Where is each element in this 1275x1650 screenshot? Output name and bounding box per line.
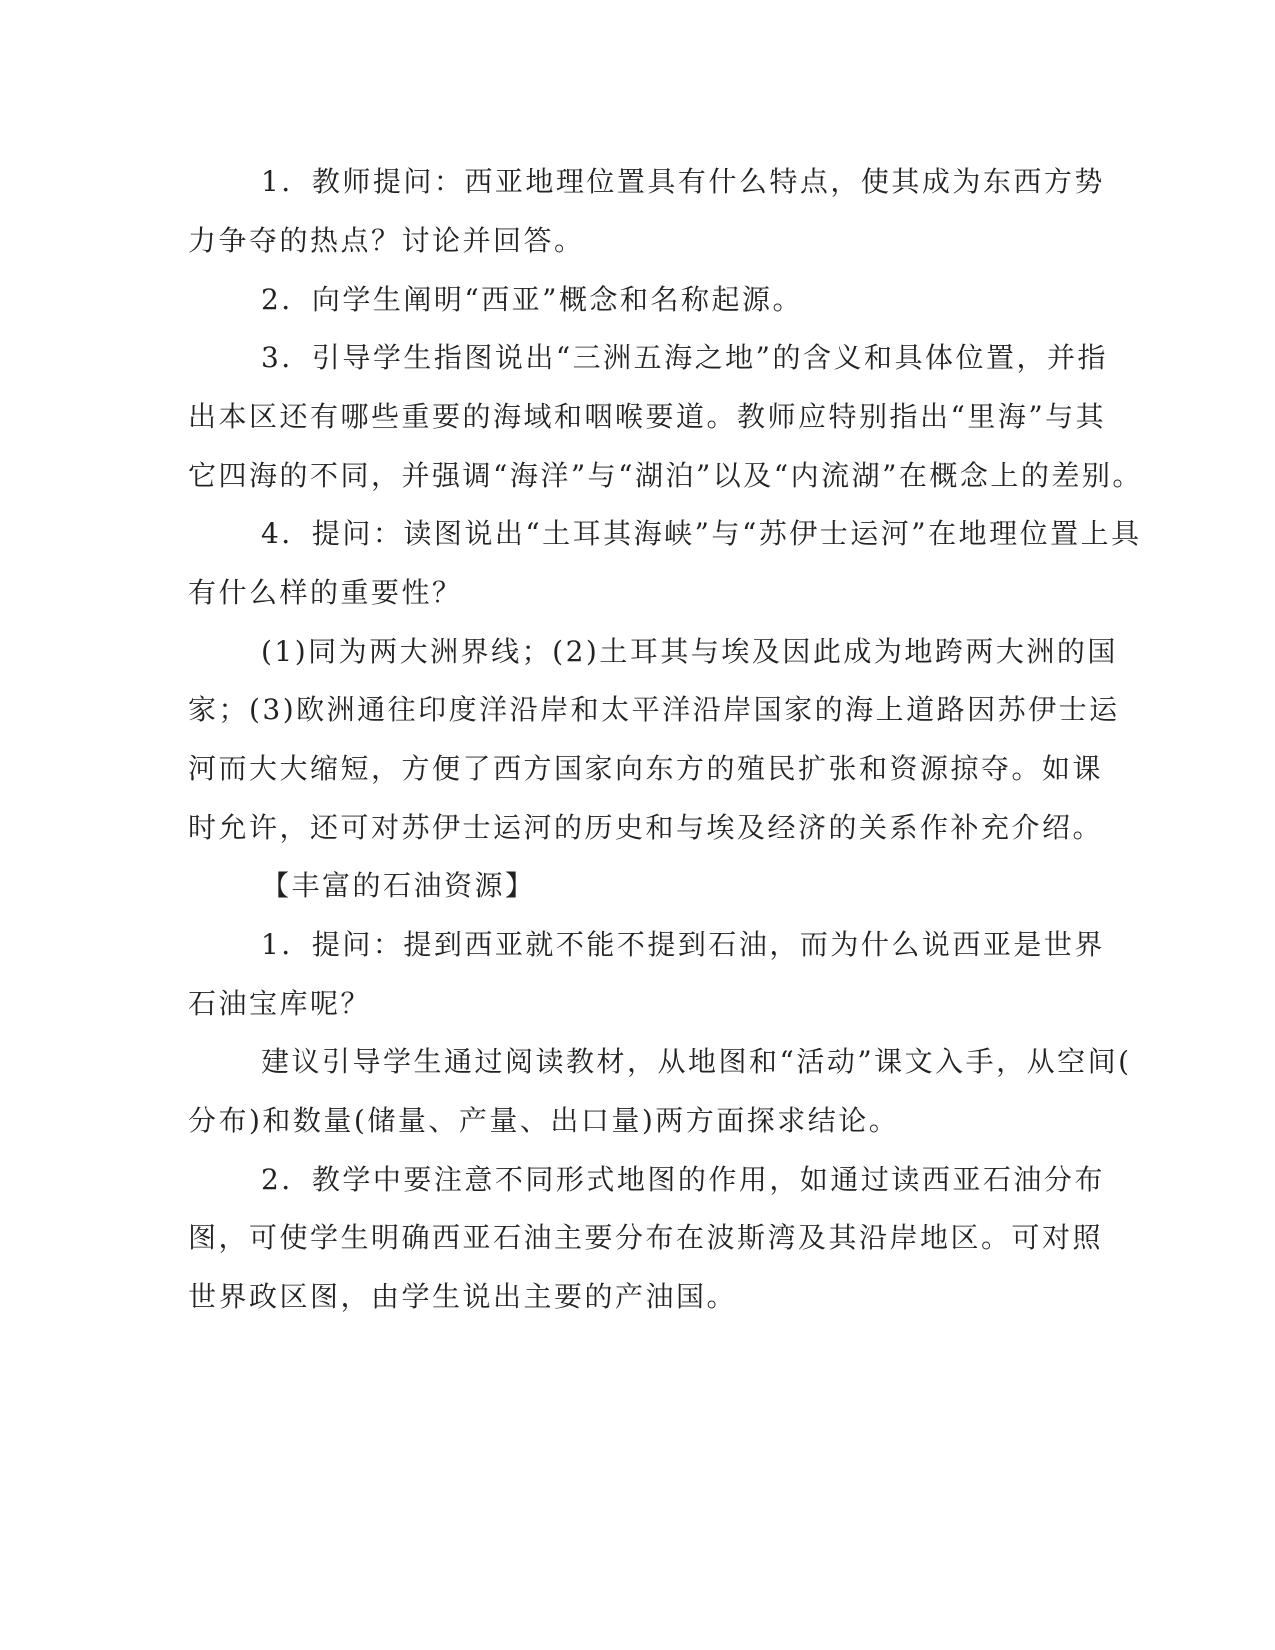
text-line-3: 2．向学生阐明“西亚”概念和名称起源。 bbox=[261, 283, 803, 316]
text-line-5: 出本区还有哪些重要的海域和咽喉要道。教师应特别指出“里海”与其 bbox=[188, 400, 1107, 433]
text-line-15: 石油宝库呢？ bbox=[188, 987, 372, 1020]
text-line-6: 它四海的不同，并强调“海洋”与“湖泊”以及“内流湖”在概念上的差别。 bbox=[188, 459, 1143, 492]
text-line-1: 1．教师提问：西亚地理位置具有什么特点，使其成为东西方势 bbox=[261, 165, 1105, 198]
text-line-10: 家；(3)欧洲通往印度洋沿岸和太平洋沿岸国家的海上道路因苏伊士运 bbox=[188, 693, 1120, 726]
text-line-4: 3．引导学生指图说出“三洲五海之地”的含义和具体位置，并指 bbox=[261, 341, 1108, 374]
text-line-12: 时允许，还可对苏伊士运河的历史和与埃及经济的关系作补充介绍。 bbox=[188, 811, 1104, 844]
text-line-18: 2．教学中要注意不同形式地图的作用，如通过读西亚石油分布 bbox=[261, 1163, 1105, 1196]
text-line-19: 图，可使学生明确西亚石油主要分布在波斯湾及其沿岸地区。可对照 bbox=[188, 1221, 1104, 1254]
text-line-9: (1)同为两大洲界线；(2)土耳其与埃及因此成为地跨两大洲的国 bbox=[261, 635, 1118, 668]
text-line-2: 力争夺的热点？讨论并回答。 bbox=[188, 224, 585, 257]
text-line-11: 河而大大缩短，方便了西方国家向东方的殖民扩张和资源掠夺。如课 bbox=[188, 752, 1104, 785]
text-line-7: 4．提问：读图说出“土耳其海峡”与“苏伊士运河”在地理位置上具 bbox=[261, 517, 1142, 550]
text-line-20: 世界政区图，由学生说出主要的产油国。 bbox=[188, 1280, 738, 1313]
text-line-14: 1．提问：提到西亚就不能不提到石油，而为什么说西亚是世界 bbox=[261, 928, 1105, 961]
text-line-17: 分布)和数量(储量、产量、出口量)两方面探求结论。 bbox=[188, 1104, 900, 1137]
text-line-16: 建议引导学生通过阅读教材，从地图和“活动”课文入手，从空间( bbox=[261, 1045, 1132, 1078]
section-heading: 【丰富的石油资源】 bbox=[261, 869, 536, 902]
text-line-8: 有什么样的重要性？ bbox=[188, 576, 463, 609]
